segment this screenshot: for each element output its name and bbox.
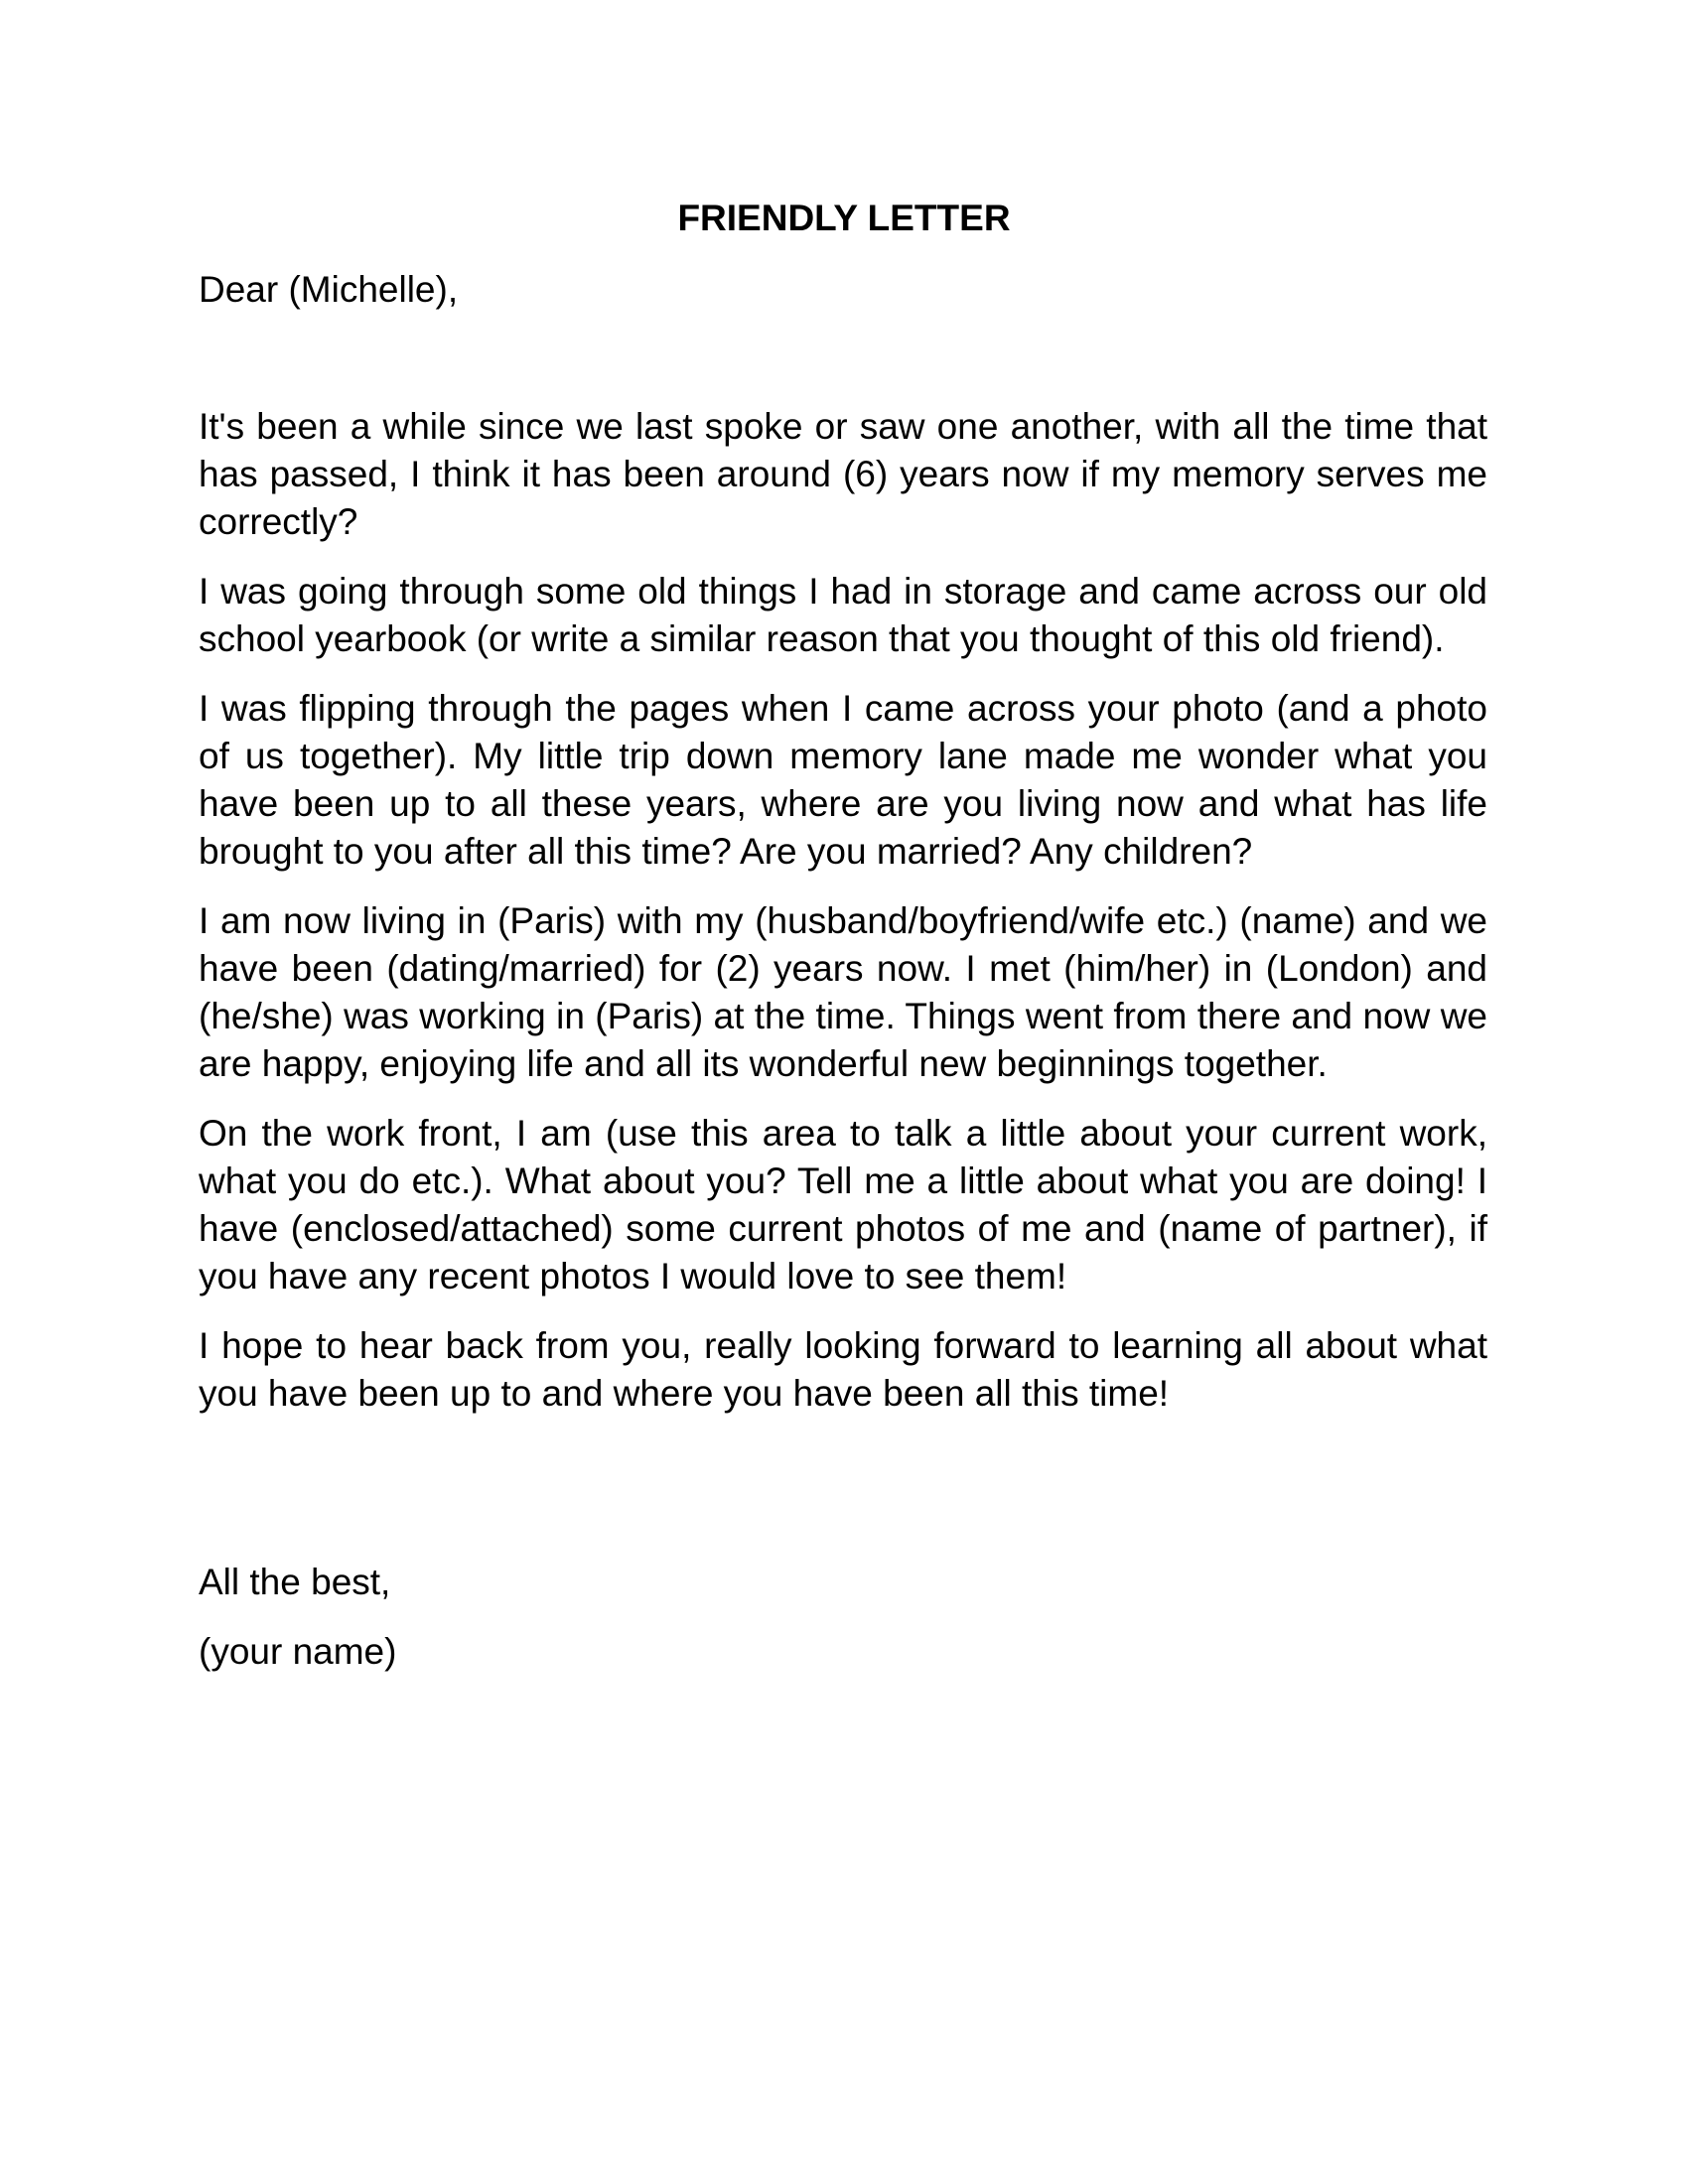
letter-paragraph: It's been a while since we last spoke or saw one another, with all the time that has passed, I think it has been around (6) years now if my memory serves me correctly? bbox=[199, 406, 1487, 542]
letter-paragraph: I hope to hear back from you, really looking forward to learning all about what you have been up to and where you have been all this time! bbox=[199, 1325, 1487, 1414]
letter-paragraph: I was flipping through the pages when I came across your photo (and a photo of us together). My little trip down memory lane made me wonder what you have been up to all these years, where are you living now and what has life brought to you after all this time? Are you married? Any children? bbox=[199, 688, 1487, 872]
letter-paragraph: I was going through some old things I had in storage and came across our old school yearbook (or write a similar reason that you thought of this old friend). bbox=[199, 571, 1487, 659]
letter-closing: All the best, bbox=[199, 1562, 391, 1602]
letter-title: FRIENDLY LETTER bbox=[677, 198, 1011, 238]
letter-paragraph: I am now living in (Paris) with my (husband/boyfriend/wife etc.) (name) and we have been (dating/married) for (2) years now. I met (him/her) in (London) and (he/she) was working in (Paris) at the time. Things went from there and now we are happy, enjoying life and all its wonderful new beginnings together. bbox=[199, 900, 1487, 1084]
letter-signature: (your name) bbox=[199, 1631, 397, 1672]
letter-body bbox=[199, 403, 1487, 1439]
letter-paragraph: On the work front, I am (use this area to talk a little about your current work, what you do etc.). What about you? Tell me a little about what you are doing! I have (enclosed/attached) some current photos of me and (name of partner), if you have any recent photos I would love to see them! bbox=[199, 1113, 1487, 1297]
letter-salutation: Dear (Michelle), bbox=[199, 269, 459, 310]
